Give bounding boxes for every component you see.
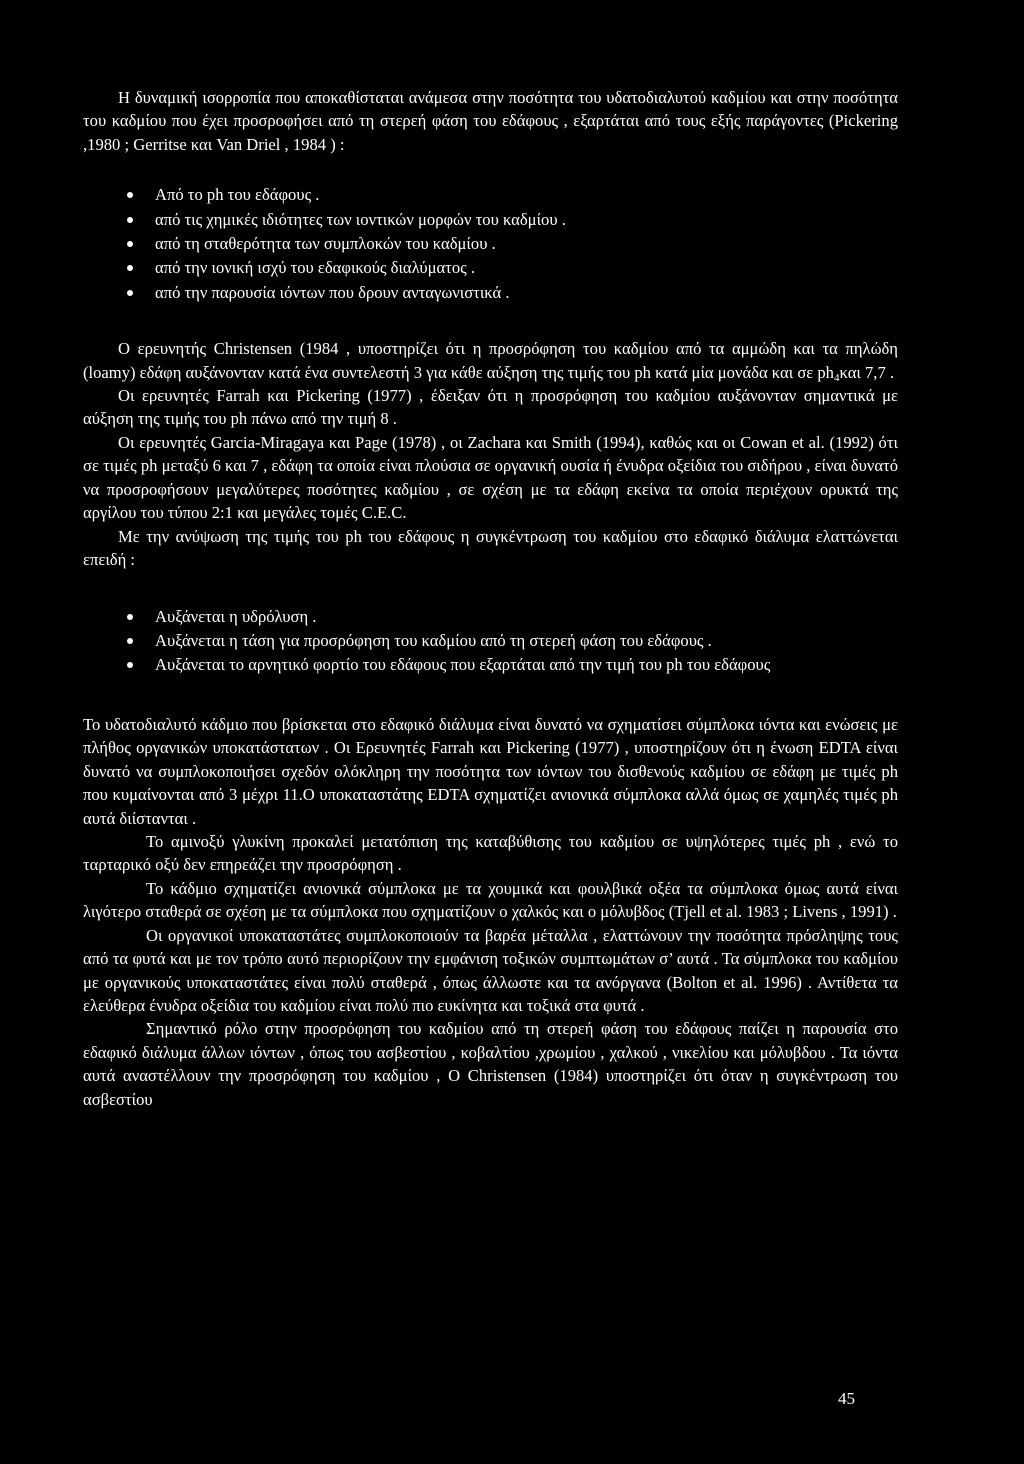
list-item (83, 183, 898, 206)
list-item-text: Από το ph του εδάφους . (155, 185, 320, 205)
edta-paragraph: Το υδατοδιαλυτό κάδμιο που βρίσκεται στο εδαφικό διάλυμα είναι δυνατό να σχηματίσει σύμπλοκα ιόντα και ενώσεις με πλήθος οργανικών υποκατάστατων . Οι Ερευνητές Farrah και Pickering (1977) , υποστηρίζουν ότι η ένωση EDTA είναι δυνατό να συμπλοκοποιήσει σχεδόν ολόκληρη την ποσότητα των ιόντων του δισθενούς καδμίου σε εδάφη με τιμές ph που κυμαίνονται από 3 μέχρι 11.Ο υποκαταστάτης EDTA σχηματίζει ανιονικά σύμπλοκα αλλά όμως σε χαμηλές τιμές ph αυτά διίστανται . (83, 715, 898, 828)
list-item-text: από την ιονική ισχύ του εδαφικούς διαλύματος . (155, 258, 476, 278)
list-item (83, 629, 898, 652)
competing-ions-paragraph: Σημαντικό ρόλο στην προσρόφηση του καδμίου από τη στερεή φάση του εδάφους παίζει η παρουσία στο εδαφικό διάλυμα άλλων ιόντων , όπως του ασβεστίου , κοβαλτίου ,χρωμίου , χαλκού , νικελίου και μόλυβδου . Τα ιόντα αυτά αναστέλλουν την προσρόφηση του καδμίου , Ο Christensen (1984) υποστηρίζει ότι όταν η συγκέντρωση του ασβεστίου (83, 1019, 898, 1109)
page-body (83, 86, 898, 1111)
christensen-paragraph (83, 337, 898, 384)
bullet-icon (127, 638, 133, 644)
bullet-icon (127, 192, 133, 198)
list-item (83, 281, 898, 304)
christensen-text: Ο ερευνητής Christensen (1984 , υποστηρίζει ότι η προσρόφηση του καδμίου από τα αμμώδη και τα πηλώδη (loamy) εδάφη αυξάνονταν κατά ένα συντελεστή 3 για κάθε αύξηση της τιμής του ph κατά μία μονάδα και σε ph (83, 339, 898, 382)
list-item (83, 208, 898, 231)
factor-list (83, 183, 898, 304)
list-item (83, 232, 898, 255)
glycine-paragraph: Το αμινοξύ γλυκίνη προκαλεί μετατόπιση της καταβύθισης του καδμίου σε υψηλότερες τιμές ph , ενώ το ταρταρικό οξύ δεν επηρεάζει την προσρόφηση . (83, 832, 898, 875)
ph-increase-paragraph: Με την ανύψωση της τιμής του ph του εδάφους η συγκέντρωση του καδμίου στο εδαφικό διάλυμα ελαττώνεται επειδή : (83, 526, 898, 569)
list-item-text: Αυξάνεται η υδρόλυση . (155, 607, 317, 627)
christensen-text-end: και 7,7 . (839, 362, 895, 382)
list-item (83, 653, 898, 676)
list-item (83, 605, 898, 628)
list-item-text: από την παρουσία ιόντων που δρουν ανταγωνιστικά . (155, 282, 510, 302)
list-item-text: από τις χημικές ιδιότητες των ιοντικών μορφών του καδμίου . (155, 209, 566, 229)
ph-subscript: 4 (833, 371, 840, 384)
list-item (83, 256, 898, 279)
bullet-icon (127, 265, 133, 271)
organic-ligands-paragraph: Οι οργανικοί υποκαταστάτες συμπλοκοποιούν τα βαρέα μέταλλα , ελαττώνουν την ποσότητα πρόσληψης τους από τα φυτά και με τον τρόπο αυτό περιορίζουν την εμφάνιση τοξικών συμπτωμάτων σ’ αυτά . Τα σύμπλοκα του καδμίου με οργανικούς υποκαταστάτες είναι πολύ σταθερά , όπως άλλωστε και τα ανόργανα (Bolton et al. 1996) . Αντίθετα τα ελεύθερα ένυδρα οξείδια του καδμίου είναι πολύ πιο ευκίνητα και τοξικά στα φυτά . (83, 925, 898, 1015)
bullet-icon (127, 241, 133, 247)
garcia-paragraph: Οι ερευνητές Garcia-Miragaya και Page (1978) , οι Zachara και Smith (1994), καθώς και οι Cowan et al. (1992) ότι σε τιμές ph μεταξύ 6 και 7 , εδάφη τα οποία είναι πλούσια σε οργανική ουσία ή ένυδρα οξείδια του σιδήρου , είναι δυνατό να προσροφήσουν μεγαλύτερες ποσότητες καδμίου , σε σχέση με τα εδάφη εκείνα τα οποία περιέχουν ορυκτά της αργίλου του τύπου 2:1 και μεγάλες τομές C.E.C. (83, 432, 898, 523)
farrah-paragraph: Οι ερευνητές Farrah και Pickering (1977) , έδειξαν ότι η προσρόφηση του καδμίου αυξάνονταν σημαντικά με αύξηση της τιμής του ph πάνω από την τιμή 8 . (83, 386, 898, 429)
page-number: 45 (838, 1389, 855, 1408)
humic-paragraph: Το κάδμιο σχηματίζει ανιονικά σύμπλοκα με τα χουμικά και φουλβικά οξέα τα σύμπλοκα όμως αυτά είναι λιγότερο σταθερά σε σχέση με τα σύμπλοκα που σχηματίζουν ο χαλκός και ο μόλυβδος (Tjell et al. 1983 ; Livens , 1991) . (83, 878, 898, 922)
bullet-icon (127, 290, 133, 296)
list-item-text: Αυξάνεται το αρνητικό φορτίο του εδάφους που εξαρτάται από την τιμή του ph του εδάφους (155, 655, 771, 675)
reason-list (83, 605, 898, 676)
intro-paragraph: Η δυναμική ισορροπία που αποκαθίσταται ανάμεσα στην ποσότητα του υδατοδιαλυτού καδμίου και στην ποσότητα του καδμίου που έχει προσροφήσει από τη στερεή φάση του εδάφους , εξαρτάται από τους εξής παράγοντες (Pickering ,1980 ; Gerritse και Van Driel , 1984 ) : (83, 88, 898, 154)
list-item-text: Αυξάνεται η τάση για προσρόφηση του καδμίου από τη στερεή φάση του εδάφους . (155, 631, 712, 651)
bullet-icon (127, 217, 133, 223)
bullet-icon (127, 662, 133, 668)
list-item-text: από τη σταθερότητα των συμπλοκών του καδμίου . (155, 234, 496, 254)
bullet-icon (127, 614, 133, 620)
